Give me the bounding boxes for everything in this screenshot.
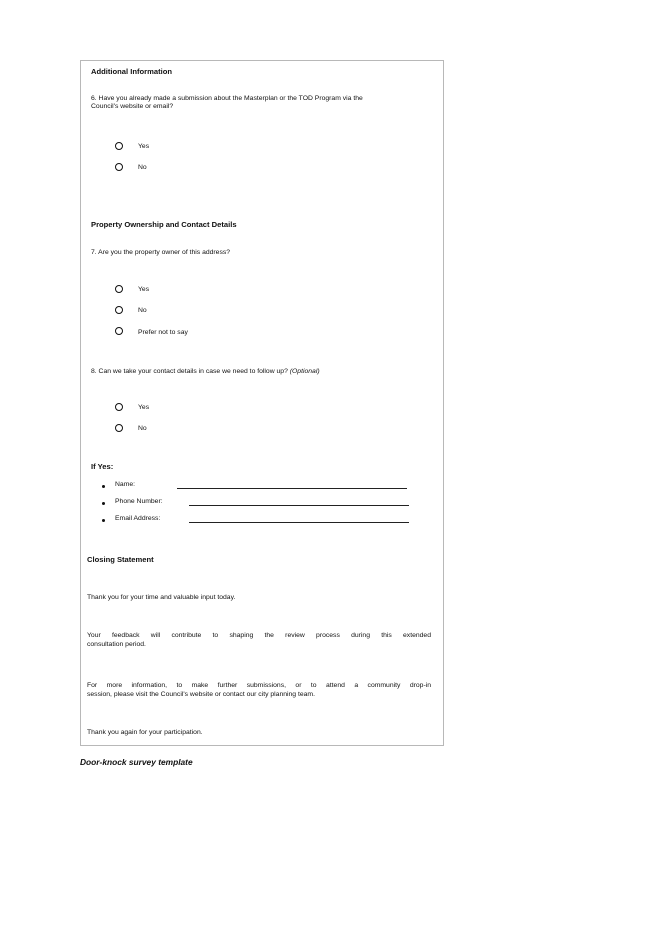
bullet-icon bbox=[102, 502, 105, 505]
closing-paragraph-3-line2: session, please visit the Council's website or contact our city planning team. bbox=[87, 691, 315, 698]
q8-no-label: No bbox=[138, 425, 147, 432]
q7-no-label: No bbox=[138, 307, 147, 314]
question-8-optional: (Optional) bbox=[289, 368, 320, 375]
q6-yes-label: Yes bbox=[138, 143, 150, 150]
bullet-icon bbox=[102, 519, 105, 522]
q7-prefer-not-label: Prefer not to say bbox=[138, 329, 188, 336]
closing-paragraph-3-line1: For more information, to make further submissions, or to attend a community drop-in bbox=[87, 682, 431, 689]
q6-yes-radio[interactable] bbox=[115, 142, 123, 150]
question-8-text: 8. Can we take your contact details in case we need to follow up? bbox=[91, 368, 290, 375]
q7-yes-radio[interactable] bbox=[115, 285, 123, 293]
closing-paragraph-2-line1: Your feedback will contribute to shaping the review process during this extended bbox=[87, 632, 431, 639]
q6-no-radio[interactable] bbox=[115, 163, 123, 171]
closing-paragraph-1: Thank you for your time and valuable input today. bbox=[87, 594, 236, 601]
q8-yes-label: Yes bbox=[138, 404, 150, 411]
survey-form-frame bbox=[80, 60, 444, 746]
name-field-label: Name: bbox=[115, 481, 136, 488]
phone-field-label: Phone Number: bbox=[115, 498, 163, 505]
q8-yes-radio[interactable] bbox=[115, 403, 123, 411]
closing-paragraph-2-line2: consultation period. bbox=[87, 641, 146, 648]
question-8 bbox=[91, 367, 320, 376]
email-field-label: Email Address: bbox=[115, 515, 161, 522]
q7-no-radio[interactable] bbox=[115, 306, 123, 314]
question-7: 7. Are you the property owner of this address? bbox=[91, 249, 231, 256]
name-field-line[interactable] bbox=[177, 488, 407, 489]
question-6-line1: 6. Have you already made a submission about the Masterplan or the TOD Program via the bbox=[91, 95, 363, 102]
bullet-icon bbox=[102, 485, 105, 488]
q7-yes-label: Yes bbox=[138, 286, 150, 293]
closing-paragraph-4: Thank you again for your participation. bbox=[87, 729, 203, 736]
figure-caption: Door-knock survey template bbox=[80, 757, 193, 767]
phone-field-line[interactable] bbox=[189, 505, 409, 506]
email-field-line[interactable] bbox=[189, 522, 409, 523]
if-yes-label: If Yes: bbox=[91, 462, 114, 471]
section-heading-additional-information: Additional Information bbox=[91, 67, 172, 76]
section-heading-property-ownership: Property Ownership and Contact Details bbox=[91, 220, 237, 229]
section-heading-closing-statement: Closing Statement bbox=[87, 555, 154, 564]
q7-prefer-not-radio[interactable] bbox=[115, 327, 123, 335]
q6-no-label: No bbox=[138, 164, 147, 171]
q8-no-radio[interactable] bbox=[115, 424, 123, 432]
question-6-line2: Council's website or email? bbox=[91, 103, 174, 110]
